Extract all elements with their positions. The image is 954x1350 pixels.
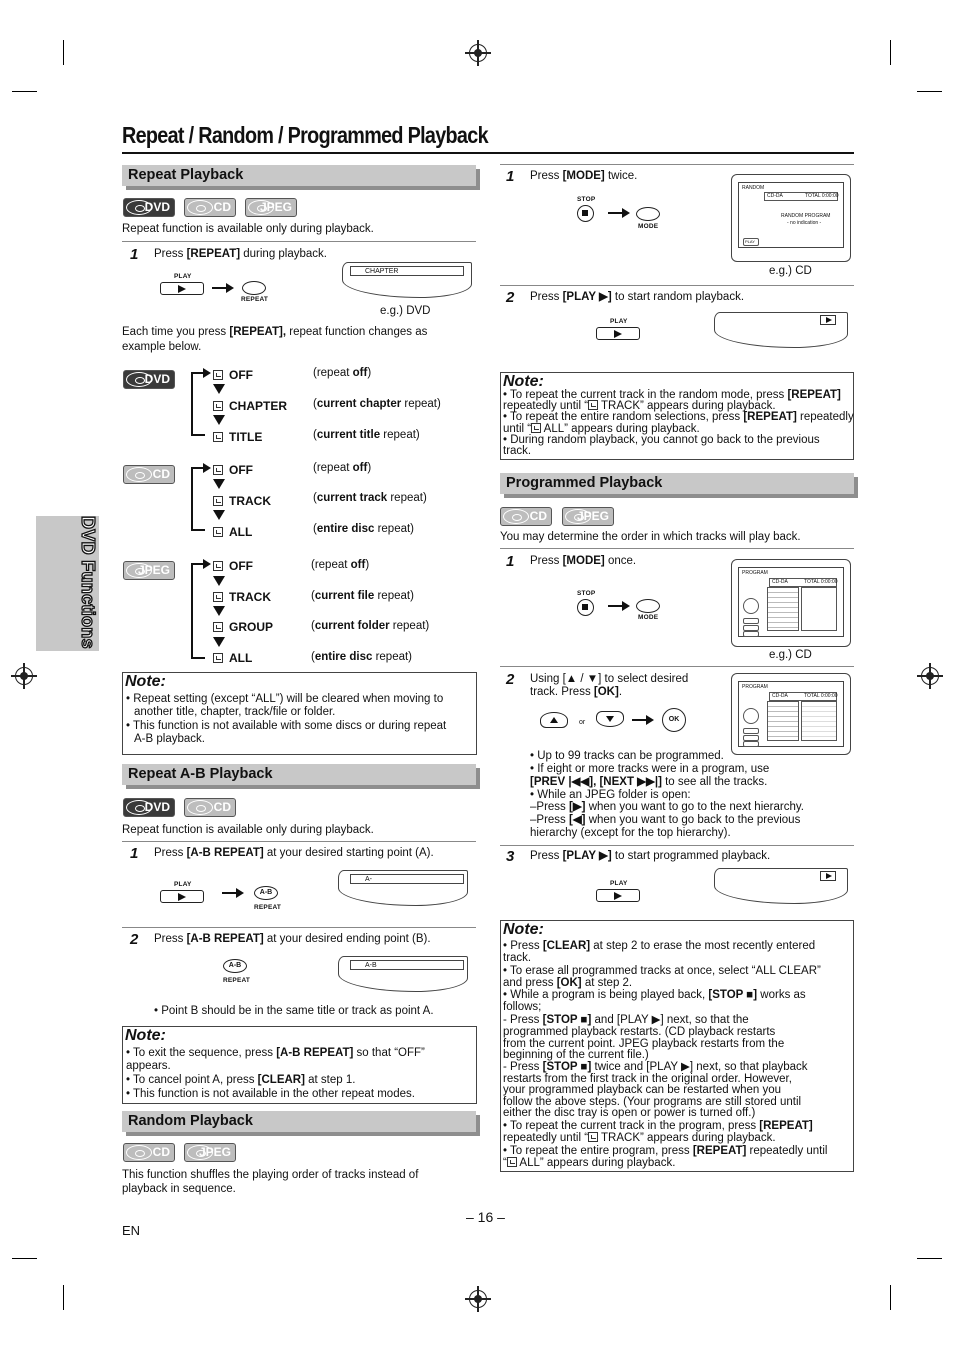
note-line: from the current point. JPEG playback restarts from the bbox=[503, 1038, 785, 1050]
section-heading-random: Random Playback bbox=[122, 1111, 476, 1132]
bullet-line: hierarchy (except for the top hierarchy). bbox=[530, 827, 731, 839]
flow-desc: (current folder repeat) bbox=[311, 620, 430, 632]
note-line: repeatedly until “ TRACK” appears during playback. bbox=[503, 1132, 776, 1144]
cd-badge: CD bbox=[123, 465, 175, 484]
note-line: • To repeat the entire program, press [REPEAT] repeatedly until bbox=[503, 1145, 828, 1157]
flow-item: TRACK bbox=[213, 494, 271, 508]
repeat-icon bbox=[507, 1157, 517, 1167]
random-intro-2: playback in sequence. bbox=[122, 1183, 236, 1195]
ab-bullet: • Point B should be in the same title or track as point A. bbox=[154, 1005, 434, 1017]
registration-mark-icon bbox=[921, 667, 939, 685]
note-line: • Repeat setting (except “ALL”) will be cleared when moving to bbox=[126, 693, 444, 705]
repeat-icon bbox=[531, 423, 541, 433]
cd-badge: CD bbox=[184, 798, 236, 817]
note-line: follow the above steps. (Your programs are still stored until bbox=[503, 1096, 802, 1108]
divider bbox=[500, 548, 854, 549]
bullet-line: [PREV |◀◀], [NEXT ▶▶|] to see all the tracks. bbox=[530, 776, 768, 788]
dvd-badge: DVD bbox=[123, 198, 175, 217]
loop-bottom bbox=[191, 529, 205, 531]
mode-button[interactable] bbox=[636, 599, 660, 613]
screen-subtext: - no indication - bbox=[787, 220, 822, 226]
note-line: - Press [STOP ■] and [PLAY ▶] next, so that the bbox=[503, 1014, 749, 1026]
flow-desc: (repeat off) bbox=[313, 367, 372, 379]
step-number: 1 bbox=[506, 168, 515, 185]
ab-intro: Repeat function is available only during playback. bbox=[122, 824, 374, 836]
flow-desc: (repeat off) bbox=[311, 559, 370, 571]
program-list bbox=[801, 701, 837, 741]
note-line: either the disc tray is open or power is turned off.) bbox=[503, 1107, 756, 1119]
play-button[interactable] bbox=[160, 890, 204, 903]
divider bbox=[122, 841, 476, 842]
screen-button bbox=[743, 631, 759, 637]
note-line: • While a program is being played back, [STOP ■] works as bbox=[503, 989, 806, 1001]
crop-mark bbox=[917, 91, 942, 92]
bullet-line: • If eight or more tracks were in a program, use bbox=[530, 763, 770, 775]
flow-desc: (current file repeat) bbox=[311, 590, 414, 602]
example-label: e.g.) CD bbox=[769, 649, 812, 661]
screen-button bbox=[743, 618, 759, 624]
dvd-badge: DVD bbox=[123, 798, 175, 817]
bullet-line: –Press [▶] when you want to go to the next hierarchy. bbox=[530, 801, 804, 813]
flow-item: TITLE bbox=[213, 430, 262, 444]
screen-button bbox=[743, 728, 759, 734]
step-text: Press [PLAY ▶] to start random playback. bbox=[530, 291, 745, 303]
note-line: • This function is not available with some discs or during repeat bbox=[126, 720, 447, 732]
program-screen bbox=[738, 567, 844, 637]
crop-mark bbox=[63, 1285, 64, 1310]
track-list bbox=[767, 587, 799, 631]
cd-badge: CD bbox=[123, 1143, 175, 1162]
step-number: 1 bbox=[130, 246, 139, 263]
repeat-label: REPEAT bbox=[241, 296, 269, 303]
play-label: PLAY bbox=[610, 318, 628, 325]
crop-mark bbox=[63, 40, 64, 65]
registration-mark-icon bbox=[15, 667, 33, 685]
arrow-icon bbox=[222, 892, 242, 894]
cd-badge: CD bbox=[500, 507, 552, 526]
flow-item: CHAPTER bbox=[213, 399, 287, 413]
down-arrow-icon bbox=[213, 576, 225, 586]
note-line: • To erase all programmed tracks at once, select “ALL CLEAR” bbox=[503, 965, 821, 977]
page-title: Repeat / Random / Programmed Playback bbox=[122, 122, 488, 148]
screen-text: A-B bbox=[350, 960, 464, 970]
screen-cdda: CD-DA bbox=[772, 693, 788, 699]
flow-desc: (current chapter repeat) bbox=[313, 398, 441, 410]
note-line: follows; bbox=[503, 1001, 542, 1013]
stop-label: STOP bbox=[577, 196, 596, 203]
loop-head bbox=[203, 559, 211, 569]
note-title: Note: bbox=[503, 373, 544, 390]
ab-repeat-button[interactable]: A-B bbox=[254, 886, 278, 900]
mode-label: MODE bbox=[638, 223, 659, 230]
arrow-icon bbox=[608, 212, 628, 214]
divider bbox=[500, 164, 854, 165]
repeat-icon bbox=[588, 400, 598, 410]
or-label: or bbox=[579, 719, 586, 726]
screen-title: RANDOM bbox=[742, 185, 765, 191]
step-text: Press [PLAY ▶] to start programmed playback. bbox=[530, 850, 771, 862]
flow-item: ALL bbox=[213, 525, 252, 539]
down-arrow-icon bbox=[213, 606, 225, 616]
note-title: Note: bbox=[125, 1027, 166, 1044]
screen-title: PROGRAM bbox=[742, 684, 768, 690]
flow-desc: (current title repeat) bbox=[313, 429, 420, 441]
page-number: – 16 – bbox=[466, 1209, 505, 1225]
bullet-line: • Up to 99 tracks can be programmed. bbox=[530, 750, 724, 762]
screen-program: RANDOM PROGRAM bbox=[781, 213, 831, 219]
arrow-icon bbox=[632, 719, 652, 721]
divider bbox=[122, 241, 476, 242]
each-text-2: example below. bbox=[122, 341, 202, 353]
jpeg-badge: JPEG bbox=[184, 1143, 236, 1162]
note-line: • To repeat the current track in the random mode, press [REPEAT] bbox=[503, 389, 841, 401]
registration-mark-icon bbox=[469, 1290, 487, 1308]
section-heading-repeat: Repeat Playback bbox=[122, 165, 476, 186]
example-label: e.g.) CD bbox=[769, 265, 812, 277]
step-text: track. Press [OK]. bbox=[530, 686, 623, 698]
screen-cdda: CD-DA bbox=[772, 579, 788, 585]
title-rule bbox=[122, 152, 854, 154]
step-number: 1 bbox=[506, 553, 515, 570]
divider bbox=[500, 845, 854, 846]
note-line: • To repeat the entire random selections, press [REPEAT] repeatedly bbox=[503, 411, 854, 423]
jpeg-badge: JPEG bbox=[123, 561, 175, 580]
note-line: • During random playback, you cannot go back to the previous bbox=[503, 434, 820, 446]
flow-item: OFF bbox=[213, 368, 253, 382]
note-line: • Press [CLEAR] at step 2 to erase the most recently entered bbox=[503, 940, 816, 952]
down-arrow-icon bbox=[213, 384, 225, 394]
note-line: track. bbox=[503, 952, 532, 964]
crop-mark bbox=[917, 1258, 942, 1259]
play-indicator-icon bbox=[820, 871, 836, 881]
section-heading-programmed: Programmed Playback bbox=[500, 473, 854, 494]
loop-bottom bbox=[191, 657, 205, 659]
step-number: 2 bbox=[506, 671, 515, 688]
repeat-label: REPEAT bbox=[223, 977, 251, 984]
crop-mark bbox=[890, 40, 891, 65]
jpeg-badge: JPEG bbox=[562, 507, 614, 526]
crop-mark bbox=[12, 91, 37, 92]
flow-item: OFF bbox=[213, 559, 253, 573]
note-line: programmed playback restarts. (CD playback restarts bbox=[503, 1026, 776, 1038]
flow-desc: (repeat off) bbox=[313, 462, 372, 474]
track-list bbox=[767, 701, 799, 741]
down-arrow-icon bbox=[213, 637, 225, 647]
step-text: Press [A-B REPEAT] at your desired ending point (B). bbox=[154, 933, 431, 945]
loop-line bbox=[191, 563, 193, 659]
divider bbox=[500, 285, 854, 286]
note-line: your programmed playback can be restarted when you bbox=[503, 1084, 782, 1096]
play-label: PLAY bbox=[174, 273, 192, 280]
flow-item: ALL bbox=[213, 651, 252, 665]
play-label: PLAY bbox=[610, 880, 628, 887]
play-button[interactable] bbox=[160, 282, 204, 295]
repeat-intro: Repeat function is available only during playback. bbox=[122, 223, 374, 235]
programmed-intro: You may determine the order in which tracks will play back. bbox=[500, 531, 801, 543]
note-line: until “ ALL” appears during playback. bbox=[503, 423, 700, 435]
flow-item: OFF bbox=[213, 463, 253, 477]
ab-repeat-button[interactable]: A-B bbox=[223, 959, 247, 973]
bullet-line: –Press [◀] when you want to go back to the previous bbox=[530, 814, 801, 826]
note-line: restarts from the first track in the original order. However, bbox=[503, 1073, 792, 1085]
jpeg-badge: JPEG bbox=[245, 198, 297, 217]
mode-button[interactable] bbox=[636, 207, 660, 221]
screen-cdda: CD-DA bbox=[767, 193, 783, 199]
step-text: Press [A-B REPEAT] at your desired starting point (A). bbox=[154, 847, 434, 859]
language-label: EN bbox=[122, 1223, 141, 1238]
arrow-icon bbox=[608, 605, 628, 607]
screen-text: A- bbox=[350, 874, 464, 884]
example-label: e.g.) DVD bbox=[380, 305, 431, 317]
note-line: - Press [STOP ■] twice and [PLAY ▶] next, so that playback bbox=[503, 1061, 808, 1073]
step-text: Using [▲ / ▼] to select desired bbox=[530, 673, 689, 685]
mode-label: MODE bbox=[638, 614, 659, 621]
note-line: • This function is not available in the other repeat modes. bbox=[126, 1088, 415, 1100]
stop-button[interactable] bbox=[577, 205, 594, 222]
screen-total: TOTAL 0:00:00 bbox=[804, 693, 838, 699]
flow-item: GROUP bbox=[213, 620, 273, 634]
down-arrow-icon bbox=[213, 510, 225, 520]
each-text: Each time you press [REPEAT], repeat function changes as bbox=[122, 326, 428, 338]
random-intro: This function shuffles the playing order of tracks instead of bbox=[122, 1169, 419, 1181]
program-screen bbox=[738, 681, 844, 747]
note-line: and press [OK] at step 2. bbox=[503, 977, 633, 989]
note-line: • To exit the sequence, press [A-B REPEAT] so that “OFF” bbox=[126, 1047, 425, 1059]
step-text: Press [REPEAT] during playback. bbox=[154, 248, 327, 260]
flow-desc: (entire disc repeat) bbox=[311, 651, 413, 663]
note-line: repeatedly until “ TRACK” appears during playback. bbox=[503, 400, 776, 412]
note-line: A-B playback. bbox=[134, 733, 205, 745]
dvd-badge: DVD bbox=[123, 370, 175, 389]
note-line: another title, chapter, track/file or folder. bbox=[134, 706, 336, 718]
crop-mark bbox=[890, 1285, 891, 1310]
registration-mark-icon bbox=[469, 44, 487, 62]
step-number: 3 bbox=[506, 848, 515, 865]
screen-play: PLAY bbox=[745, 239, 755, 244]
flow-item: TRACK bbox=[213, 590, 271, 604]
repeat-label: REPEAT bbox=[254, 904, 282, 911]
crop-mark bbox=[12, 1258, 37, 1259]
side-tab-label: DVD Functions bbox=[78, 516, 98, 649]
nav-pad-icon bbox=[743, 598, 759, 614]
note-line: appears. bbox=[126, 1060, 171, 1072]
divider bbox=[122, 927, 476, 928]
screen-total: TOTAL 0:00:00 bbox=[804, 579, 838, 585]
loop-line bbox=[191, 467, 193, 531]
cd-badge: CD bbox=[184, 198, 236, 217]
stop-label: STOP bbox=[577, 590, 596, 597]
play-label: PLAY bbox=[174, 881, 192, 888]
repeat-icon bbox=[588, 1132, 598, 1142]
flow-desc: (current track repeat) bbox=[313, 492, 427, 504]
play-button[interactable] bbox=[596, 889, 640, 902]
note-line: track. bbox=[503, 445, 532, 457]
step-text: Press [MODE] once. bbox=[530, 555, 637, 567]
loop-head bbox=[203, 368, 211, 378]
loop-bottom bbox=[191, 434, 205, 436]
play-button[interactable] bbox=[596, 327, 640, 340]
program-list bbox=[801, 587, 837, 631]
section-heading-ab: Repeat A-B Playback bbox=[122, 764, 476, 785]
note-line: beginning of the current file.) bbox=[503, 1049, 649, 1061]
screen-title: PROGRAM bbox=[742, 570, 768, 576]
step-number: 2 bbox=[506, 289, 515, 306]
ok-button[interactable]: OK bbox=[662, 708, 686, 732]
repeat-button[interactable] bbox=[242, 281, 266, 295]
note-line: • To repeat the current track in the program, press [REPEAT] bbox=[503, 1120, 813, 1132]
flow-desc: (entire disc repeat) bbox=[313, 523, 415, 535]
loop-head bbox=[203, 463, 211, 473]
screen-text: CHAPTER bbox=[350, 266, 464, 276]
step-text: Press [MODE] twice. bbox=[530, 170, 638, 182]
down-arrow-icon bbox=[213, 415, 225, 425]
down-button[interactable] bbox=[596, 711, 624, 727]
down-arrow-icon bbox=[213, 479, 225, 489]
bullet-line: • While an JPEG folder is open: bbox=[530, 789, 691, 801]
up-button[interactable] bbox=[540, 712, 568, 728]
play-indicator-icon bbox=[820, 315, 836, 325]
arrow-icon bbox=[212, 287, 232, 289]
step-number: 2 bbox=[130, 931, 139, 948]
note-line: • To cancel point A, press [CLEAR] at step 1. bbox=[126, 1074, 356, 1086]
note-title: Note: bbox=[503, 921, 544, 938]
step-number: 1 bbox=[130, 845, 139, 862]
note-line: “ ALL” appears during playback. bbox=[503, 1157, 676, 1169]
loop-line bbox=[191, 372, 193, 436]
random-screen bbox=[738, 182, 844, 248]
nav-pad-icon bbox=[743, 708, 759, 724]
divider bbox=[500, 666, 854, 667]
screen-button bbox=[743, 741, 759, 747]
screen-total: TOTAL 0:00:00 bbox=[805, 193, 839, 199]
note-title: Note: bbox=[125, 673, 166, 690]
stop-button[interactable] bbox=[577, 599, 594, 616]
